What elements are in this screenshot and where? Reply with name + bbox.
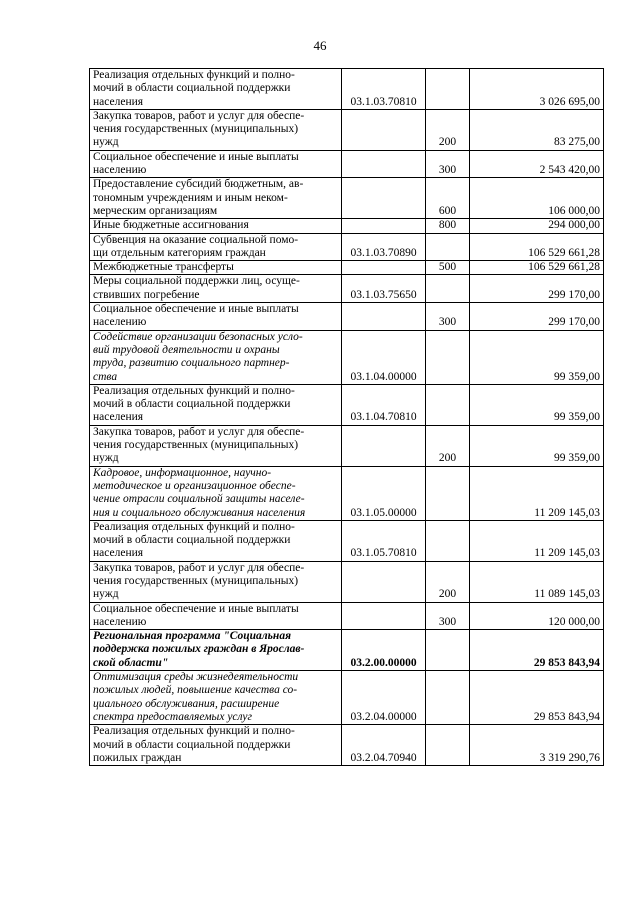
item-name-cell [90,725,342,766]
target-code-text: 03.1.03.70890 [350,246,417,259]
amount-text: 99 359,00 [554,452,600,465]
amount-cell [470,303,604,331]
expense-type-text: 300 [438,615,457,628]
amount-cell [470,233,604,261]
amount-text: 29 853 843,94 [533,656,600,669]
item-name-text: Содействие организации безопасных усло- вий трудовой деятельности и охраны труда, развитию социального партнер- ства [93,330,303,383]
target-code-cell [342,109,426,150]
item-name-cell [90,69,342,110]
amount-cell [470,725,604,766]
expense-type-text: 800 [438,219,457,232]
table-row [90,330,604,384]
target-code-cell [342,178,426,219]
target-code-cell [342,630,426,671]
expense-type-text: 300 [438,316,457,329]
item-name-text: Региональная программа "Социальная поддержка пожилых граждан в Ярослав- ской области" [93,630,305,669]
item-name-cell [90,520,342,561]
item-name-text: Меры социальной поддержки лиц, осуще- ствивших погребение [93,275,300,301]
table-row [90,178,604,219]
amount-cell [470,520,604,561]
target-code-cell [342,520,426,561]
expense-type-cell [426,219,470,233]
amount-text: 11 209 145,03 [534,506,600,519]
page-number: 46 [313,38,327,53]
expense-type-cell [426,69,470,110]
expense-type-cell [426,425,470,466]
target-code-cell [342,219,426,233]
target-code-text: 03.1.05.70810 [350,547,417,560]
table-row [90,233,604,261]
budget-table-body [90,69,604,766]
amount-text: 11 209 145,03 [534,547,600,560]
item-name-cell [90,330,342,384]
expense-type-cell [426,602,470,630]
amount-text: 2 543 420,00 [539,164,600,177]
target-code-text: 03.1.03.70810 [350,95,417,108]
item-name-text: Оптимизация среды жизнедеятельности пожилых людей, повышение качества со- циального обслуживания, расширение спектра предоставляемых услуг [93,671,299,723]
expense-type-cell [426,671,470,725]
item-name-text: Реализация отдельных функций и полно- мочий в области социальной поддержки пожилых граждан [93,725,295,764]
amount-cell [470,109,604,150]
target-code-text: 03.2.00.00000 [350,656,417,669]
amount-cell [470,384,604,425]
table-row [90,671,604,725]
item-name-text: Кадровое, информационное, научно- методическое и организационное обеспе- чение отрасли социальной защиты населе- ния и социального обслуживания населения [93,466,306,519]
amount-text: 299 170,00 [548,316,600,329]
table-row [90,561,604,602]
amount-cell [470,150,604,178]
table-row [90,384,604,425]
amount-cell [470,466,604,520]
expense-type-cell [426,178,470,219]
expense-type-cell [426,261,470,275]
target-code-cell [342,561,426,602]
target-code-cell [342,725,426,766]
item-name-text: Предоставление субсидий бюджетным, ав- тономным учреждениям и иным неком- мерческим организациям [93,178,304,217]
expense-type-text: 300 [438,164,457,177]
target-code-cell [342,150,426,178]
target-code-text: 03.1.04.70810 [350,411,417,424]
item-name-text: Реализация отдельных функций и полно- мочий в области социальной поддержки населения [93,384,295,424]
item-name-cell [90,671,342,725]
budget-table [89,68,604,766]
amount-text: 299 170,00 [548,288,600,301]
amount-text: 106 000,00 [548,204,600,217]
item-name-text: Реализация отдельных функций и полно- мочий в области социальной поддержки населения [93,69,295,108]
target-code-text: 03.1.03.75650 [350,288,417,301]
amount-text: 83 275,00 [554,136,600,149]
amount-cell [470,330,604,384]
amount-cell [470,275,604,303]
item-name-cell [90,630,342,671]
item-name-text: Иные бюджетные ассигнования [93,219,249,232]
expense-type-cell [426,303,470,331]
target-code-cell [342,69,426,110]
item-name-text: Закупка товаров, работ и услуг для обеспе- чения государственных (муниципальных) нужд [93,425,305,465]
item-name-cell [90,602,342,630]
expense-type-cell [426,725,470,766]
amount-text: 106 529 661,28 [528,261,600,274]
expense-type-cell [426,233,470,261]
amount-text: 3 319 290,76 [539,751,600,764]
item-name-cell [90,109,342,150]
item-name-text: Межбюджетные трансферты [93,261,234,274]
target-code-cell [342,384,426,425]
target-code-cell [342,275,426,303]
item-name-text: Социальное обеспечение и иные выплаты населению [93,602,299,628]
expense-type-text: 500 [438,261,457,274]
item-name-cell [90,219,342,233]
item-name-cell [90,233,342,261]
table-row [90,725,604,766]
target-code-text: 03.1.05.00000 [350,506,417,519]
target-code-text: 03.2.04.70940 [350,751,417,764]
table-row [90,466,604,520]
expense-type-cell [426,466,470,520]
expense-type-cell [426,561,470,602]
amount-cell [470,671,604,725]
item-name-cell [90,303,342,331]
target-code-cell [342,330,426,384]
expense-type-text: 200 [438,452,457,465]
item-name-cell [90,275,342,303]
item-name-cell [90,150,342,178]
expense-type-cell [426,330,470,384]
amount-cell [470,602,604,630]
item-name-text: Закупка товаров, работ и услуг для обеспе- чения государственных (муниципальных) нужд [93,109,305,149]
item-name-text: Реализация отдельных функций и полно- мочий в области социальной поддержки населения [93,520,295,560]
target-code-text: 03.2.04.00000 [350,710,417,723]
expense-type-cell [426,384,470,425]
amount-cell [470,69,604,110]
table-row [90,261,604,275]
expense-type-text: 600 [438,204,457,217]
item-name-cell [90,178,342,219]
amount-text: 29 853 843,94 [533,710,600,723]
amount-text: 120 000,00 [548,615,600,628]
table-row [90,109,604,150]
table-row [90,425,604,466]
table-row [90,150,604,178]
expense-type-cell [426,150,470,178]
item-name-text: Социальное обеспечение и иные выплаты населению [93,150,299,177]
amount-text: 3 026 695,00 [539,95,600,108]
amount-cell [470,261,604,275]
item-name-cell [90,261,342,275]
expense-type-cell [426,630,470,671]
target-code-cell [342,303,426,331]
table-row [90,602,604,630]
item-name-cell [90,561,342,602]
amount-text: 11 089 145,03 [534,588,600,601]
expense-type-cell [426,275,470,303]
target-code-text: 03.1.04.00000 [350,370,417,383]
amount-text: 106 529 661,28 [528,246,600,259]
table-row [90,275,604,303]
target-code-cell [342,261,426,275]
target-code-cell [342,233,426,261]
amount-cell [470,630,604,671]
amount-cell [470,561,604,602]
expense-type-cell [426,520,470,561]
table-row [90,303,604,331]
expense-type-text: 200 [438,136,457,149]
item-name-cell [90,384,342,425]
expense-type-text: 200 [438,588,457,601]
amount-cell [470,178,604,219]
amount-text: 294 000,00 [548,219,600,232]
table-row [90,219,604,233]
item-name-cell [90,425,342,466]
target-code-cell [342,466,426,520]
table-row [90,520,604,561]
target-code-cell [342,425,426,466]
table-row [90,69,604,110]
amount-text: 99 359,00 [554,370,600,383]
item-name-cell [90,466,342,520]
item-name-text: Социальное обеспечение и иные выплаты населению [93,303,299,329]
target-code-cell [342,671,426,725]
amount-cell [470,219,604,233]
amount-text: 99 359,00 [554,411,600,424]
expense-type-cell [426,109,470,150]
amount-cell [470,425,604,466]
item-name-text: Закупка товаров, работ и услуг для обеспе- чения государственных (муниципальных) нужд [93,561,305,601]
target-code-cell [342,602,426,630]
item-name-text: Субвенция на оказание социальной помо- щи отдельным категориям граждан [93,233,299,259]
table-row [90,630,604,671]
